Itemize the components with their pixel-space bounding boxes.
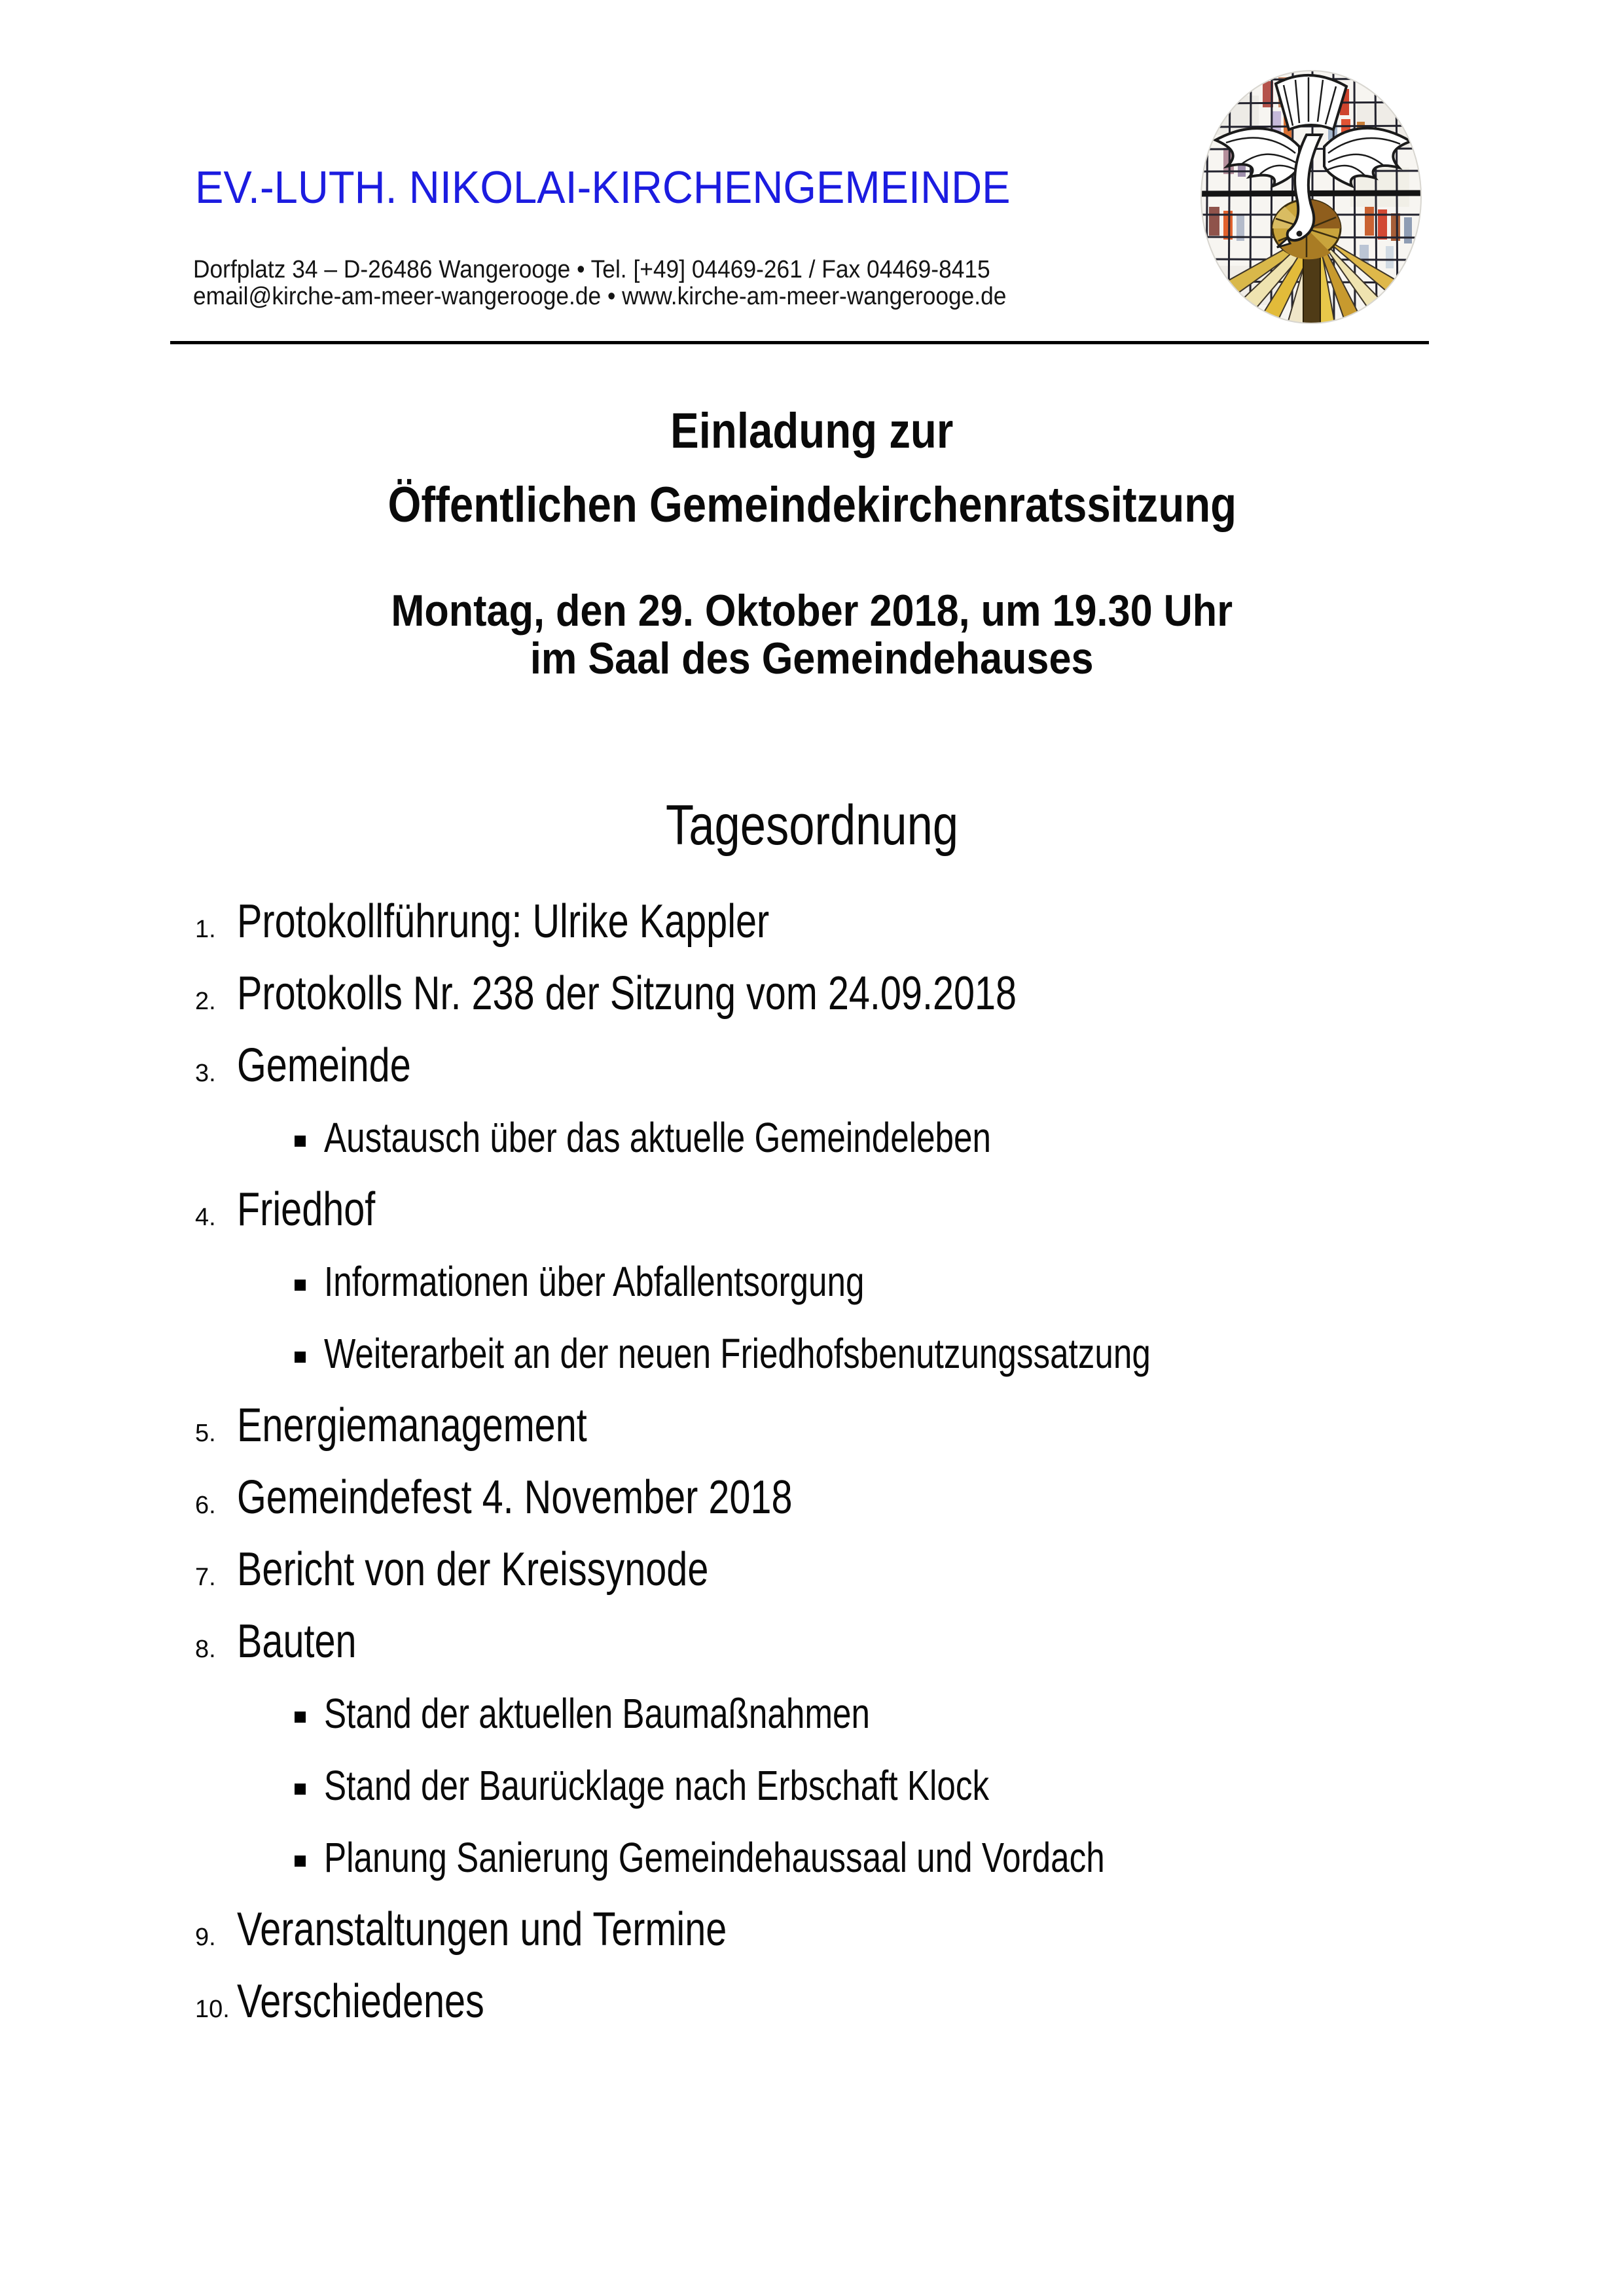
agenda-item-number: 5. <box>195 1420 216 1447</box>
agenda-item-number: 7. <box>195 1564 216 1591</box>
agenda-item-number: 3. <box>195 1060 216 1087</box>
address-line-1: Dorfplatz 34 – D-26486 Wangerooge • Tel. [+49] 04469-261 / Fax 04469-8415 <box>193 256 990 283</box>
agenda-subitem <box>195 1677 1358 1749</box>
square-bullet-icon <box>295 1712 306 1723</box>
agenda-item-number: 6. <box>195 1492 216 1519</box>
agenda-item <box>195 1462 1358 1534</box>
square-bullet-icon <box>295 1136 306 1147</box>
church-logo-stained-glass-dove-icon <box>1200 69 1422 325</box>
agenda-subitem <box>195 1821 1358 1893</box>
agenda-subitem <box>195 1749 1358 1821</box>
agenda-item-label: Bericht von der Kreissynode <box>237 1543 709 1596</box>
agenda-item-number: 8. <box>195 1636 216 1663</box>
datetime-line2: im Saal des Gemeindehauses <box>530 634 1094 683</box>
agenda-item <box>195 958 1358 1030</box>
agenda-subitem-label: Stand der Baurücklage nach Erbschaft Klock <box>324 1762 990 1809</box>
invitation-heading-line2: Öffentlichen Gemeindekirchenratssitzung <box>388 477 1236 533</box>
invitation-datetime <box>0 587 1624 683</box>
invitation-heading-line1: Einladung zur <box>670 403 954 459</box>
square-bullet-icon <box>295 1352 306 1363</box>
org-address <box>193 257 1068 310</box>
agenda-item <box>195 1174 1358 1246</box>
square-bullet-icon <box>295 1784 306 1795</box>
org-name-text: EV.-LUTH. NIKOLAI-KIRCHENGEMEINDE <box>195 162 1011 213</box>
agenda-item <box>195 1534 1358 1605</box>
agenda-subitem-label: Austausch über das aktuelle Gemeindeleben <box>324 1114 991 1161</box>
agenda-item-label: Verschiedenes <box>237 1975 484 2028</box>
agenda-item-label: Gemeinde <box>237 1039 411 1092</box>
agenda-item-label: Protokolls Nr. 238 der Sitzung vom 24.09.2018 <box>237 967 1017 1020</box>
square-bullet-icon <box>295 1280 306 1291</box>
agenda-subitem-label: Planung Sanierung Gemeindehaussaal und Vordach <box>324 1834 1105 1881</box>
org-name <box>195 162 1072 213</box>
agenda-item-label: Bauten <box>237 1615 357 1668</box>
header-divider <box>170 341 1429 344</box>
agenda-subitem-label: Informationen über Abfallentsorgung <box>324 1258 865 1305</box>
agenda-title: Tagesordnung <box>665 794 958 857</box>
agenda-item-label: Energiemanagement <box>237 1399 587 1452</box>
agenda-subitem-label: Stand der aktuellen Baumaßnahmen <box>324 1690 870 1737</box>
agenda-item <box>195 1605 1358 1677</box>
agenda-subitem <box>195 1318 1358 1390</box>
agenda-item <box>195 1893 1358 1965</box>
agenda-list <box>195 886 1358 2037</box>
agenda-item <box>195 1965 1358 2037</box>
agenda-item-label: Gemeindefest 4. November 2018 <box>237 1471 793 1524</box>
agenda-item-number: 4. <box>195 1204 216 1231</box>
agenda-item-number: 2. <box>195 988 216 1015</box>
agenda-subitem <box>195 1246 1358 1318</box>
agenda-subitem-label: Weiterarbeit an der neuen Friedhofsbenutzungssatzung <box>324 1330 1151 1377</box>
agenda-item-number: 10. <box>195 1996 230 2023</box>
agenda-item <box>195 886 1358 958</box>
agenda-item-label: Friedhof <box>237 1183 376 1236</box>
agenda-item <box>195 1390 1358 1462</box>
agenda-item-label: Protokollführung: Ulrike Kappler <box>237 895 770 948</box>
agenda-item <box>195 1030 1358 1102</box>
address-line-2: email@kirche-am-meer-wangerooge.de • www.kirche-am-meer-wangerooge.de <box>193 283 1007 310</box>
datetime-line1: Montag, den 29. Oktober 2018, um 19.30 Uhr <box>391 586 1233 636</box>
square-bullet-icon <box>295 1856 306 1867</box>
agenda-item-number: 9. <box>195 1924 216 1951</box>
agenda-subitem <box>195 1102 1358 1174</box>
agenda-item-number: 1. <box>195 916 216 943</box>
agenda-item-label: Veranstaltungen und Termine <box>237 1903 727 1956</box>
